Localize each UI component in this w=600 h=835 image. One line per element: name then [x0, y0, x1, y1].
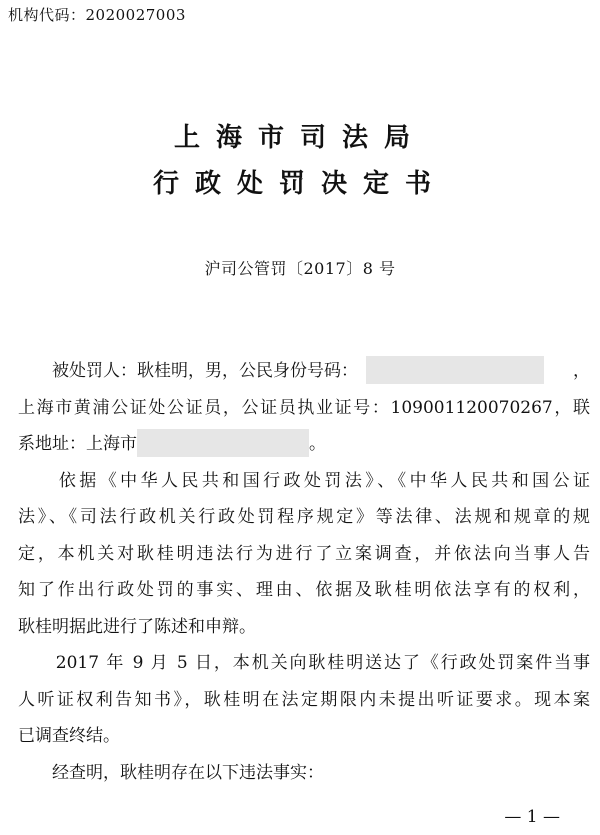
- paragraph-hearing-line-3: 已调查终结。: [18, 726, 120, 746]
- document-number: 沪司公管罚〔2017〕8 号: [204, 259, 396, 278]
- paragraph-basis-line-3: 定，本机关对耿桂明违法行为进行了立案调查，并依法向当事人告: [18, 543, 590, 564]
- paragraph-penalized-party-line-3: [18, 426, 590, 463]
- paragraph-hearing-line-2: 人听证权利告知书》，耿桂明在法定期限内未提出听证要求。现本案: [18, 689, 590, 710]
- paragraph-hearing-line-1: 2017 年 9 月 5 日，本机关向耿桂明送达了《行政处罚案件当事: [18, 653, 590, 673]
- paragraph-penalized-party-line-1: [18, 353, 590, 390]
- paragraph-basis-line-5: 耿桂明据此进行了陈述和申辩。: [18, 616, 256, 637]
- penalized-party-text: 被处罚人：耿桂明，男，公民身份号码：: [18, 361, 358, 381]
- contact-address-label: 系地址：上海市: [18, 434, 137, 454]
- paragraph-basis-line-2: 法》、《司法行政机关行政处罚程序规定》等法律、法规和规章的规: [18, 507, 590, 527]
- page-number: — 1 —: [504, 807, 560, 827]
- paragraph-basis-line-4: 知了作出行政处罚的事实、理由、依据及耿桂明依法享有的权利，: [18, 580, 590, 600]
- organization-code: 机构代码：2020027003: [8, 6, 186, 24]
- paragraph-findings: 经查明，耿桂明存在以下违法事实：: [18, 762, 324, 783]
- document-body: [18, 353, 590, 791]
- paragraph-basis-line-1: 依据《中华人民共和国行政处罚法》、《中华人民共和国公证: [18, 470, 590, 491]
- document-title-authority: 上海市司法局: [173, 123, 426, 153]
- paragraph-penalized-party-line-2: 上海市黄浦公证处公证员，公证员执业证号：109001120070267，联: [18, 397, 590, 418]
- document-title-type: 行政处罚决定书: [152, 169, 447, 199]
- punctuation-period: 。: [309, 434, 326, 454]
- redacted-id-number: [366, 356, 544, 384]
- redacted-address: [137, 429, 309, 457]
- punctuation-comma: ，: [573, 361, 590, 381]
